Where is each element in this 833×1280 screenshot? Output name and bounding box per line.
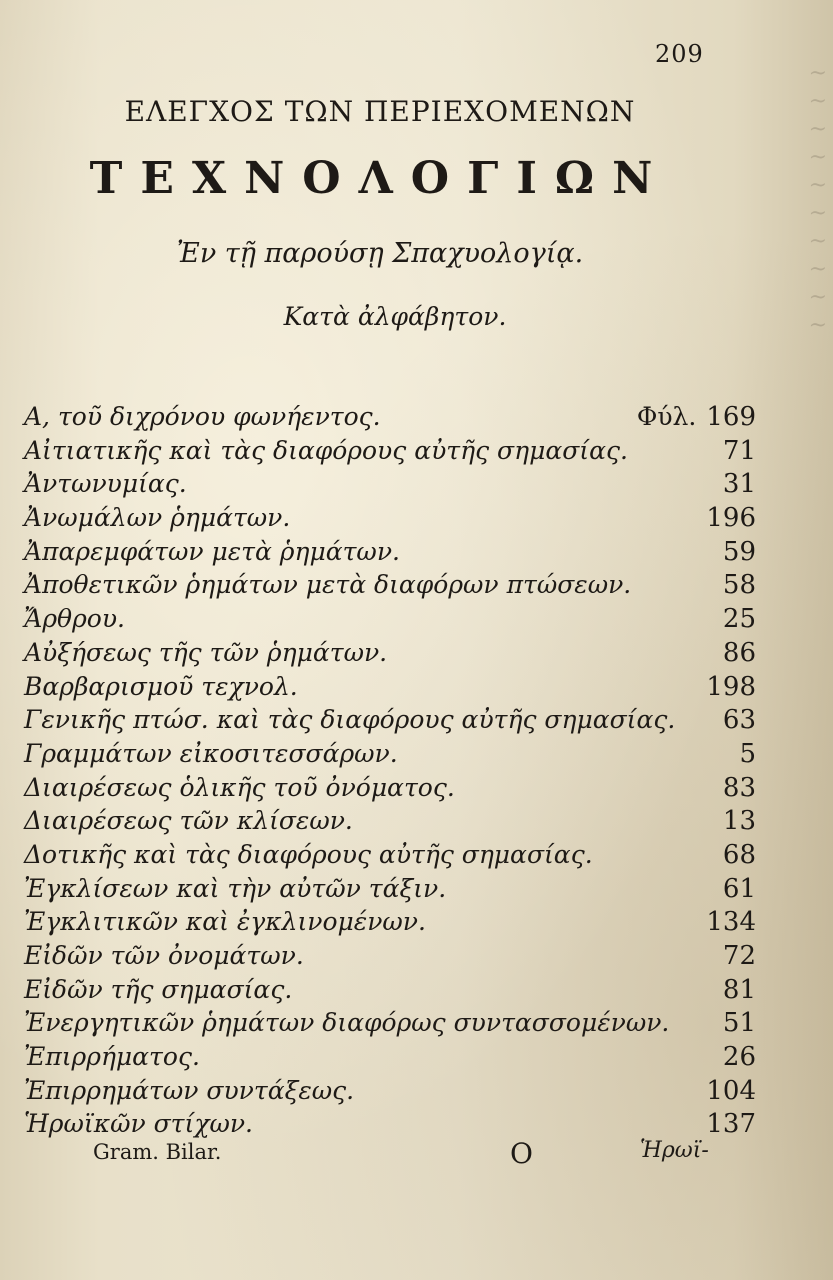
toc-entry (24, 905, 756, 939)
toc-entry (24, 400, 756, 434)
toc-entry-title: Ἐγκλιτικῶν καὶ ἐγκλινομένων. (24, 907, 426, 937)
toc-entry-page: 196 (706, 503, 756, 534)
toc-entry-title: Ἀνωμάλων ῥημάτων. (24, 503, 291, 533)
toc-entry-reference (723, 939, 756, 974)
toc-entry-page: 198 (706, 671, 756, 702)
toc-leaf-prefix: Φύλ. (636, 402, 697, 431)
toc-entry-reference (723, 703, 756, 738)
toc-entry-page: 51 (722, 1008, 756, 1039)
toc-entry-title: Εἰδῶν τῶν ὀνομάτων. (24, 941, 304, 970)
toc-entry (24, 737, 756, 771)
toc-entry-title: Βαρβαρισμοῦ τεχνολ. (24, 671, 298, 701)
signature-mark: O (510, 1137, 533, 1170)
toc-entry-page: 83 (722, 772, 756, 803)
toc-entry-page: 169 (706, 402, 756, 432)
toc-entry-page: 5 (739, 738, 756, 769)
toc-entry (24, 467, 756, 501)
toc-entry (24, 939, 756, 973)
toc-entry (24, 804, 756, 838)
toc-entry-reference (706, 670, 756, 705)
toc-entry-reference (739, 737, 756, 772)
toc-entry-title: Ἀντωνυμίας. (24, 469, 187, 499)
toc-entry-reference (706, 501, 756, 536)
toc-entry-page: 86 (722, 637, 756, 668)
toc-entry (24, 838, 756, 872)
toc-entry-page: 68 (722, 839, 756, 870)
toc-entry-title: Ἡρωϊκῶν στίχων. (24, 1109, 253, 1139)
toc-entry-reference (706, 1074, 756, 1109)
toc-entry-title: Ἐπιρρήματος. (24, 1042, 200, 1072)
title-line-2: ΤΕΧΝΟΛΟΓΙΩΝ (89, 153, 671, 204)
page-number: 209 (655, 40, 704, 68)
catchword: Ἡρωϊ- (640, 1138, 709, 1163)
toc-entry-reference (723, 568, 756, 603)
toc-entry-page: 26 (722, 1042, 756, 1073)
toc-entry-reference (723, 1040, 756, 1075)
toc-entry-reference (723, 973, 756, 1008)
toc-entry-page: 104 (706, 1075, 756, 1106)
toc-entry-page: 134 (706, 907, 756, 938)
toc-entry-title: Ἄρθρου. (24, 604, 125, 634)
toc-entry-reference (706, 905, 756, 940)
table-of-contents (24, 400, 756, 1141)
title-line-1: ΕΛΕΓΧΟΣ ΤΩΝ ΠΕΡΙΕΧΟΜΕΝΩΝ (124, 95, 636, 128)
toc-entry-reference (723, 535, 756, 570)
toc-entry-page: 58 (722, 570, 756, 601)
toc-entry-page: 25 (722, 604, 756, 635)
toc-entry (24, 434, 756, 468)
toc-entry-title: Ἐγκλίσεων καὶ τὴν αὐτῶν τάξιν. (24, 873, 447, 903)
signature-line: Gram. Bilar. (93, 1140, 222, 1164)
page-footer (0, 1135, 833, 1175)
toc-entry (24, 872, 756, 906)
toc-entry-page: 81 (722, 974, 756, 1005)
toc-entry-title: Α, τοῦ διχρόνου φωνήεντος. (24, 402, 381, 431)
toc-entry-title: Διαιρέσεως τῶν κλίσεων. (24, 806, 353, 836)
toc-entry-title: Ἀπαρεμφάτων μετὰ ῥημάτων. (24, 536, 400, 566)
toc-entry-reference (723, 838, 756, 873)
toc-entry-reference (723, 636, 756, 671)
toc-entry-title: Ἐνεργητικῶν ῥημάτων διαφόρως συντασσομένων. (24, 1008, 670, 1038)
toc-entry-reference (723, 1006, 756, 1041)
toc-entry (24, 501, 756, 535)
toc-entry (24, 771, 756, 805)
toc-entry (24, 1074, 756, 1108)
toc-entry (24, 568, 756, 602)
subtitle: Ἐν τῇ παρούσῃ Σπαχυολογίᾳ. (176, 238, 584, 269)
toc-entry (24, 535, 756, 569)
toc-entry-reference (723, 872, 756, 907)
toc-entry-page: 72 (722, 941, 756, 971)
toc-entry-title: Αἰτιατικῆς καὶ τὰς διαφόρους αὐτῆς σημασίας. (24, 435, 628, 465)
toc-entry (24, 973, 756, 1007)
toc-entry (24, 1006, 756, 1040)
toc-entry (24, 670, 756, 704)
toc-entry-title: Διαιρέσεως ὁλικῆς τοῦ ὀνόματος. (24, 772, 455, 802)
toc-entry (24, 703, 756, 737)
toc-entry-reference (723, 602, 756, 637)
toc-entry-title: Δοτικῆς καὶ τὰς διαφόρους αὐτῆς σημασίας. (24, 839, 593, 869)
show-through-text: ~ ~ ~ ~ ~ ~ ~ ~ ~ ~ (808, 61, 827, 338)
ordering-note: Κατὰ ἀλφάβητον. (283, 302, 507, 331)
toc-entry-reference (723, 434, 756, 469)
toc-entry-page: 31 (722, 469, 756, 500)
toc-entry-page: 13 (722, 806, 756, 837)
toc-entry-reference (723, 804, 756, 839)
toc-entry (24, 636, 756, 670)
toc-entry-title: Ἀποθετικῶν ῥημάτων μετὰ διαφόρων πτώσεων. (24, 570, 632, 600)
toc-entry-title: Γενικῆς πτώσ. καὶ τὰς διαφόρους αὐτῆς σημασίας. (24, 705, 676, 735)
toc-entry-title: Εἰδῶν τῆς σημασίας. (24, 974, 293, 1004)
toc-entry-title: Γραμμάτων εἰκοσιτεσσάρων. (24, 738, 398, 768)
toc-entry-page: 59 (722, 536, 756, 567)
toc-entry (24, 602, 756, 636)
toc-entry-reference (637, 400, 756, 435)
toc-entry-page: 137 (706, 1109, 756, 1140)
toc-entry-page: 71 (722, 435, 756, 466)
toc-entry-title: Αὐξήσεως τῆς τῶν ῥημάτων. (24, 637, 388, 667)
toc-entry-reference (723, 771, 756, 806)
toc-entry-reference (723, 467, 756, 502)
toc-entry (24, 1040, 756, 1074)
toc-entry-page: 61 (722, 873, 756, 904)
toc-entry-title: Ἐπιρρημάτων συντάξεως. (24, 1075, 355, 1105)
toc-entry-page: 63 (722, 705, 756, 736)
